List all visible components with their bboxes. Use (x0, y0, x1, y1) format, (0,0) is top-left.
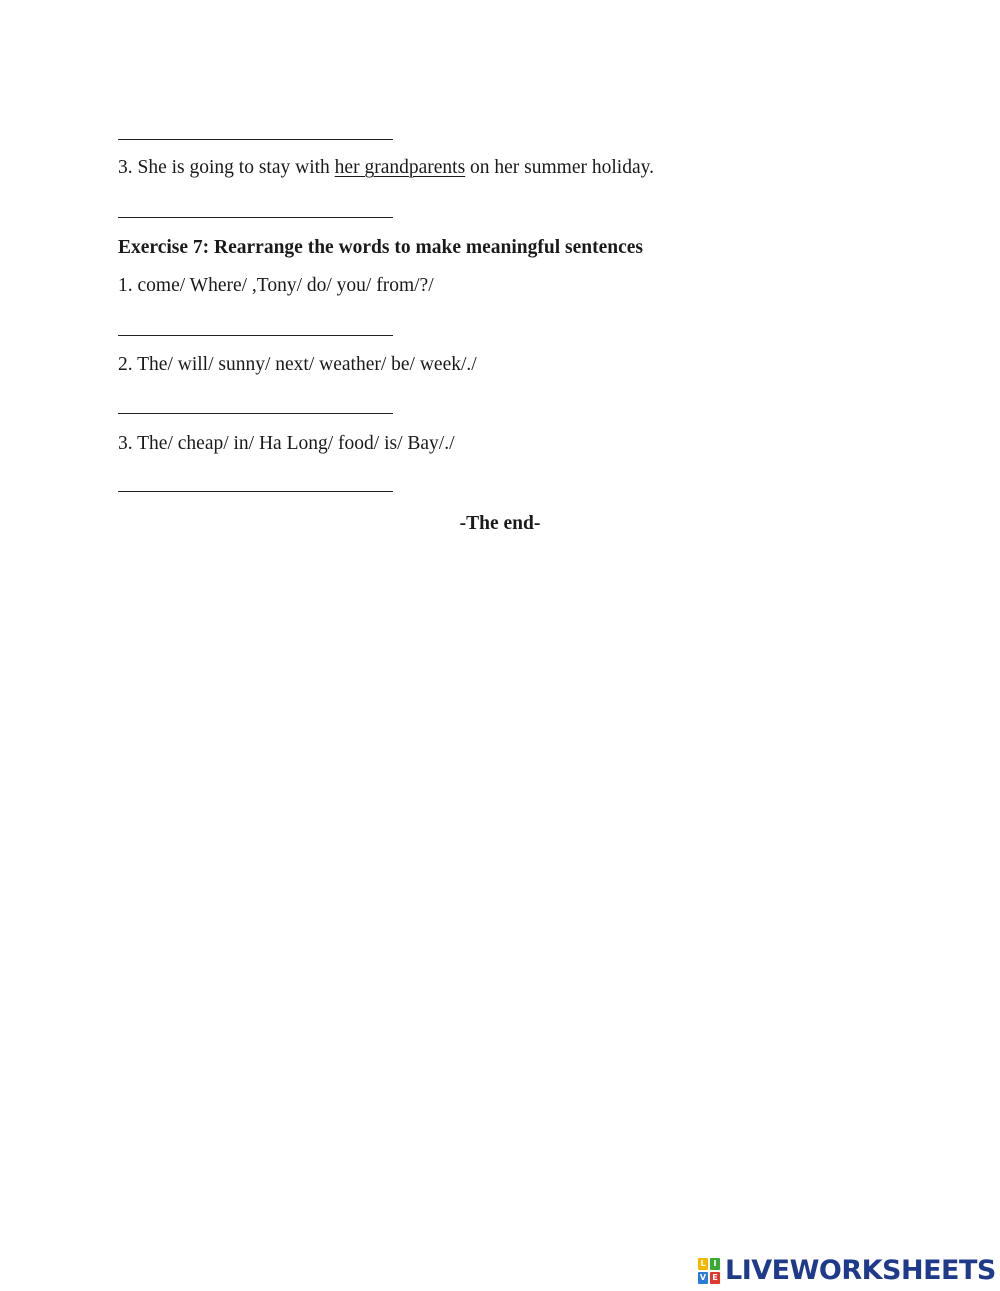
exercise-7-item-3: 3. The/ cheap/ in/ Ha Long/ food/ is/ Bay/./ (118, 433, 455, 454)
the-end-label: -The end- (459, 513, 541, 534)
logo-text: LIVEWORKSHEETS (725, 1255, 996, 1286)
question-3-underlined-phrase: her grandparents (334, 157, 466, 178)
logo-block-v: V (699, 1273, 707, 1282)
answer-line[interactable] (118, 335, 393, 336)
exercise-7-item-1: 1. come/ Where/ ,Tony/ do/ you/ from/?/ (118, 275, 434, 296)
question-3-prefix: 3. She is going to stay with (118, 157, 335, 178)
answer-line[interactable] (118, 217, 393, 218)
question-3-text (118, 156, 654, 180)
liveworksheets-logo (698, 1256, 996, 1286)
question-3-suffix: on her summer holiday. (465, 157, 654, 178)
logo-blocks-icon (698, 1258, 722, 1284)
answer-line[interactable] (118, 413, 393, 414)
logo-block-i: I (710, 1258, 720, 1270)
answer-line[interactable] (118, 491, 393, 492)
exercise-7-heading: Exercise 7: Rearrange the words to make meaningful sentences (118, 237, 643, 258)
exercise-7-item-2: 2. The/ will/ sunny/ next/ weather/ be/ week/./ (118, 354, 477, 375)
logo-block-e: E (710, 1272, 720, 1284)
answer-line[interactable] (118, 139, 393, 140)
logo-block-l: L (698, 1258, 708, 1270)
